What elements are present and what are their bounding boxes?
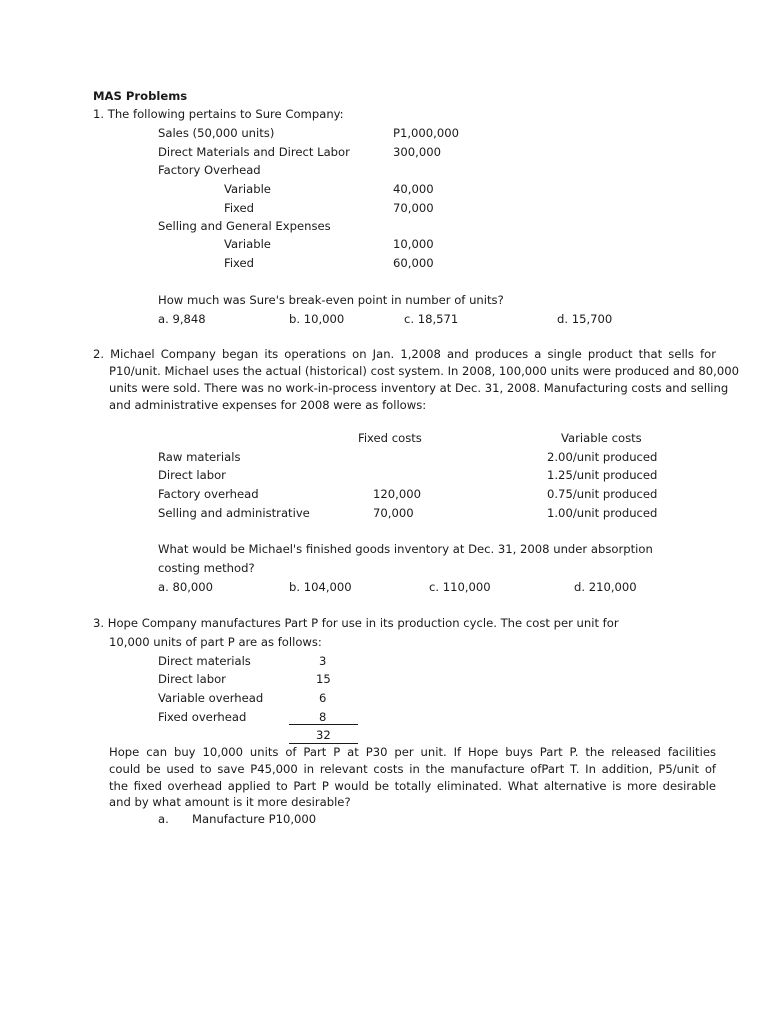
total-rule-top (289, 724, 358, 725)
q2-row-fixed: 70,000 (373, 506, 414, 520)
q2-header-variable: Variable costs (561, 431, 642, 445)
q2-paragraph-line: 2. Michael Company began its operations on Jan. 1,2008 and produces a single product that sells for (93, 347, 716, 361)
q2-choice-c: c. 110,000 (429, 580, 491, 594)
q2-paragraph-line: units were sold. There was no work-in-process inventory at Dec. 31, 2008. Manufacturing costs and selling (109, 381, 729, 395)
q1-row-label: Factory Overhead (158, 163, 261, 177)
q1-row-value: 300,000 (393, 145, 441, 159)
q1-row-value: 40,000 (393, 182, 434, 196)
q1-row-label: Fixed (224, 201, 255, 215)
q1-intro: 1. The following pertains to Sure Company: (93, 107, 344, 121)
q1-row-label: Variable (224, 237, 271, 251)
q1-row-value: 10,000 (393, 237, 434, 251)
q3-paragraph-line: Hope can buy 10,000 units of Part P at P30 per unit. If Hope buys Part P. the released facilities (109, 745, 716, 759)
q1-row-label: Direct Materials and Direct Labor (158, 145, 350, 159)
q2-row-label: Selling and administrative (158, 506, 310, 520)
q3-intro-line: 10,000 units of part P are as follows: (109, 635, 322, 649)
q1-row-value: 70,000 (393, 201, 434, 215)
q1-row-value: P1,000,000 (393, 126, 459, 140)
q3-row-value: 15 (316, 672, 331, 686)
page-title: MAS Problems (93, 89, 188, 103)
q2-row-label: Raw materials (158, 450, 241, 464)
q3-paragraph-line: and by what amount is it more desirable? (109, 795, 351, 809)
q1-choice-d: d. 15,700 (557, 312, 613, 326)
q2-row-variable: 2.00/unit produced (547, 450, 658, 464)
q3-row-value: 8 (319, 710, 327, 724)
q3-row-label: Fixed overhead (158, 710, 247, 724)
q2-row-label: Factory overhead (158, 487, 259, 501)
q2-row-label: Direct labor (158, 468, 226, 482)
q2-question-line: costing method? (158, 561, 255, 575)
q2-choice-d: d. 210,000 (574, 580, 637, 594)
q2-row-variable: 1.25/unit produced (547, 468, 658, 482)
q2-row-variable: 0.75/unit produced (547, 487, 658, 501)
q1-row-label: Selling and General Expenses (158, 219, 331, 233)
q1-question: How much was Sure's break-even point in number of units? (158, 293, 504, 307)
q1-row-label: Sales (50,000 units) (158, 126, 275, 140)
q2-row-variable: 1.00/unit produced (547, 506, 658, 520)
q2-paragraph-line: P10/unit. Michael uses the actual (historical) cost system. In 2008, 100,000 units were produced and 80,000 (109, 364, 739, 378)
q1-choice-b: b. 10,000 (289, 312, 345, 326)
q2-question-line: What would be Michael's finished goods inventory at Dec. 31, 2008 under absorption (158, 542, 653, 556)
q3-row-label: Variable overhead (158, 691, 264, 705)
q3-row-value: 6 (319, 691, 327, 705)
q3-choice-a-letter: a. (158, 812, 169, 826)
q3-total: 32 (316, 728, 331, 742)
q1-row-label: Fixed (224, 256, 255, 270)
q2-choice-b: b. 104,000 (289, 580, 352, 594)
q3-row-label: Direct materials (158, 654, 251, 668)
q2-header-fixed: Fixed costs (358, 431, 422, 445)
q3-intro-line: 3. Hope Company manufactures Part P for use in its production cycle. The cost per unit for (93, 616, 619, 630)
q2-paragraph-line: and administrative expenses for 2008 were as follows: (109, 398, 427, 412)
q1-row-label: Variable (224, 182, 271, 196)
q1-row-value: 60,000 (393, 256, 434, 270)
q3-row-label: Direct labor (158, 672, 226, 686)
q3-paragraph-line: could be used to save P45,000 in relevant costs in the manufacture ofPart T. In addition, P5/unit of (109, 762, 716, 776)
q3-row-value: 3 (319, 654, 327, 668)
q3-choice-a-text: Manufacture P10,000 (192, 812, 317, 826)
q2-choice-a: a. 80,000 (158, 580, 214, 594)
q1-choice-c: c. 18,571 (404, 312, 459, 326)
q1-choice-a: a. 9,848 (158, 312, 206, 326)
q3-paragraph-line: the fixed overhead applied to Part P would be totally eliminated. What alternative is more desirable (109, 779, 716, 793)
q2-row-fixed: 120,000 (373, 487, 421, 501)
